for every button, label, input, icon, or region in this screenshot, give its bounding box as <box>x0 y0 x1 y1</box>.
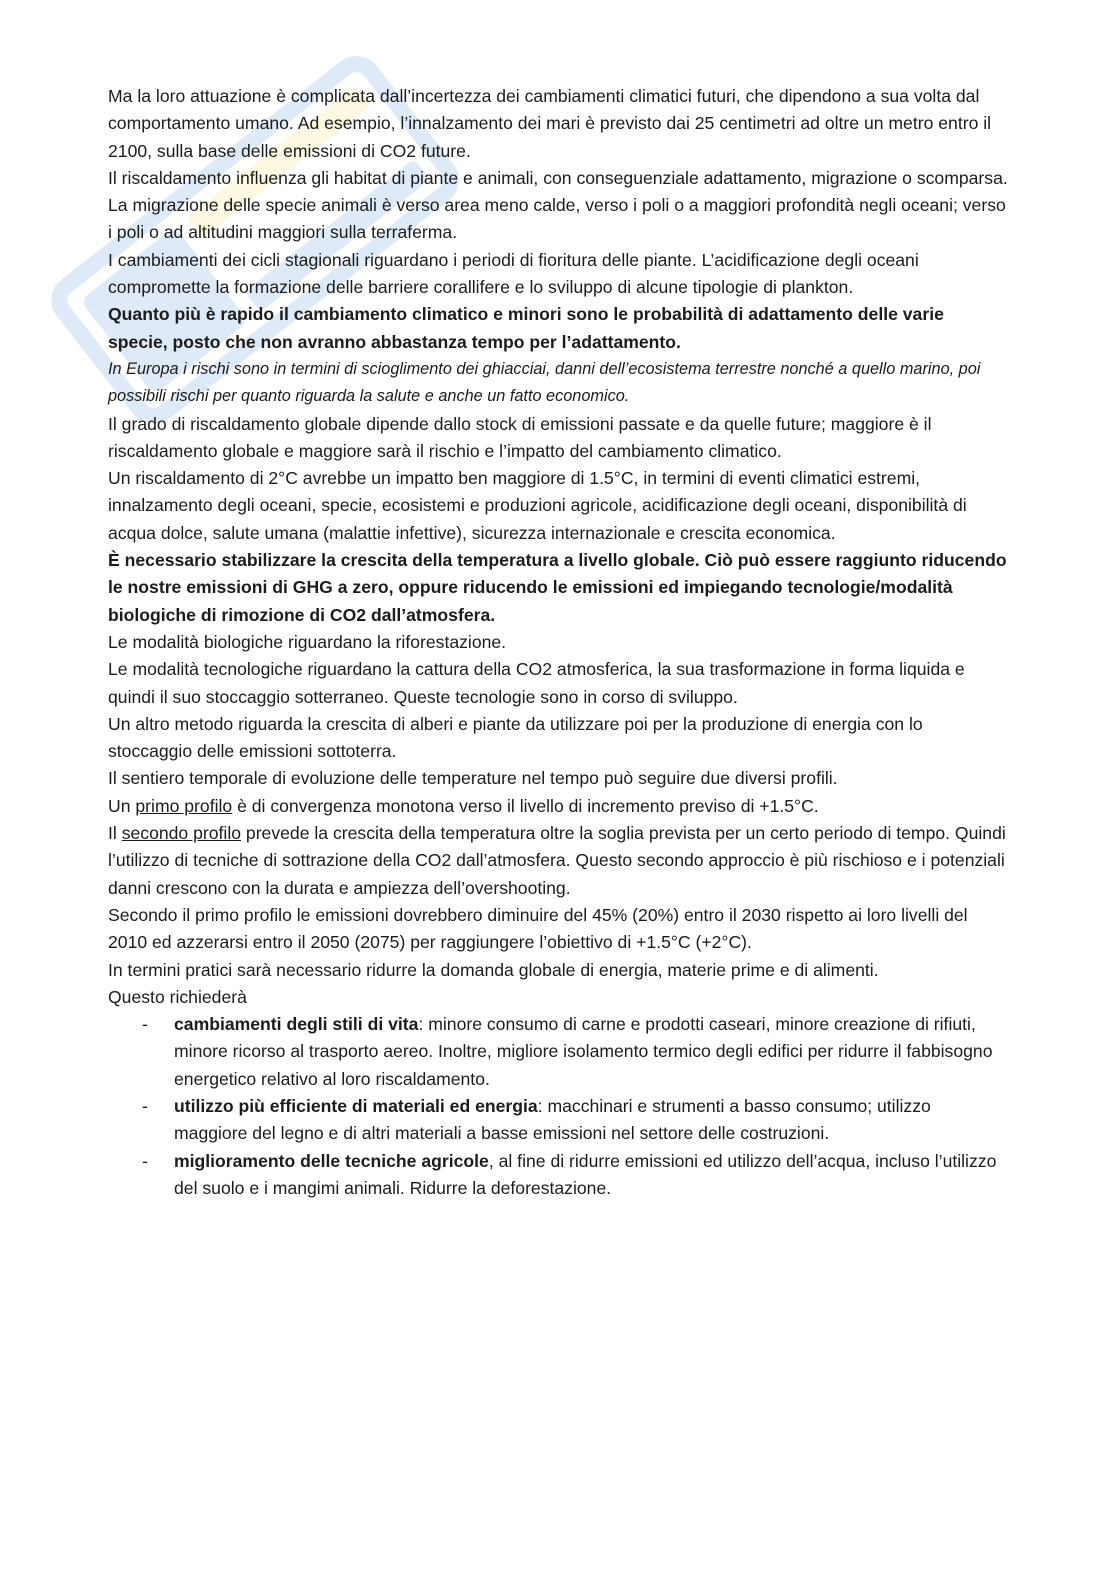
paragraph: Questo richiederà <box>108 986 247 1007</box>
paragraph-primo-profilo <box>108 793 1008 820</box>
paragraph: In termini pratici sarà necessario ridurre la domanda globale di energia, materie prime e di alimenti. <box>108 959 879 980</box>
text-segment: è di convergenza monotona verso il livello di incremento previso di +1.5°C. <box>232 795 819 816</box>
bold-paragraph: Quanto più è rapido il cambiamento climatico e minori sono le probabilità di adattamento delle varie specie, posto che non avranno abbastanza tempo per l’adattamento. <box>108 304 944 352</box>
list-item-heading: cambiamenti degli stili di vita <box>174 1014 419 1035</box>
paragraph: Le modalità biologiche riguardano la riforestazione. <box>108 631 507 652</box>
paragraph: Il sentiero temporale di evoluzione delle temperature nel tempo può seguire due diversi profili. <box>108 768 838 789</box>
paragraph: Secondo il primo profilo le emissioni dovrebbero diminuire del 45% (20%) entro il 2030 rispetto ai loro livelli del 2010 ed azzerarsi entro il 2050 (2075) per raggiungere l’obiettivo di +1.5°C (+2°C). <box>108 904 968 953</box>
underlined-term: secondo profilo <box>121 823 242 844</box>
list-dash: - <box>142 1095 148 1116</box>
underlined-term: primo profilo <box>135 795 233 816</box>
list-item <box>108 1093 1008 1148</box>
list-dash: - <box>142 1014 148 1035</box>
list-item-text: , al fine di ridurre emissioni ed utilizzo dell’acqua, incluso l’utilizzo del suolo e i mangimi animali. Ridurre la deforestazione. <box>174 1150 997 1198</box>
paragraph: Un altro metodo riguarda la crescita di alberi e piante da utilizzare poi per la produzione di energia con lo stoccaggio delle emissioni sottoterra. <box>108 713 923 762</box>
text-segment: Un <box>108 795 136 816</box>
paragraph-secondo-profilo <box>108 820 1008 902</box>
text-segment: Il <box>108 823 122 844</box>
bold-paragraph: È necessario stabilizzare la crescita della temperatura a livello globale. Ciò può essere raggiunto riducendo le nostre emissioni di GHG a zero, oppure riducendo le emissioni ed impiegando tecnologie/modalità biologiche di rimozione di CO2 dall’atmosfera. <box>108 550 1007 625</box>
list-item-heading: miglioramento delle tecniche agricole <box>174 1150 489 1171</box>
paragraph: Il grado di riscaldamento globale dipende dallo stock di emissioni passate e da quelle future; maggiore è il riscaldamento globale e maggiore sarà il rischio e l’impatto del cambiamento climatico. <box>108 413 932 461</box>
list-item-text: : minore consumo di carne e prodotti caseari, minore creazione di rifiuti, minore ricorso al trasporto aereo. Inoltre, migliore isolamento termico degli edifici per ridurre il fabbisogno energetico relativo al loro riscaldamento. <box>174 1014 993 1089</box>
bullet-list <box>108 1011 1008 1202</box>
list-item-text: : macchinari e strumenti a basso consumo; utilizzo maggiore del legno e di altri materiali a basse emissioni nel settore delle costruzioni. <box>174 1095 931 1144</box>
paragraph: Un riscaldamento di 2°C avrebbe un impatto ben maggiore di 1.5°C, in termini di eventi climatici estremi, innalzamento degli oceani, specie, ecosistemi e produzioni agricole, acidificazione degli oceani, disponibilità di acqua dolce, salute umana (malattie infettive), sicurezza internazionale e crescita economica. <box>108 468 967 543</box>
paragraph: Le modalità tecnologiche riguardano la cattura della CO2 atmosferica, la sua trasformazione in forma liquida e quindi il suo stoccaggio sotterraneo. Queste tecnologie sono in corso di sviluppo. <box>108 659 965 707</box>
list-item <box>108 1148 1008 1203</box>
list-item <box>108 1011 1008 1093</box>
paragraph: Il riscaldamento influenza gli habitat di piante e animali, con conseguenziale adattamento, migrazione o scomparsa. <box>108 167 1008 188</box>
paragraph: Ma la loro attuazione è complicata dall’incertezza dei cambiamenti climatici futuri, che dipendono a sua volta dal comportamento umano. Ad esempio, l’innalzamento dei mari è previsto dai 25 centimetri ad oltre un metro entro il 2100, sulla base delle emissioni di CO2 future. <box>108 86 992 161</box>
document-body <box>108 83 1008 1202</box>
paragraph: I cambiamenti dei cicli stagionali riguardano i periodi di fioritura delle piante. L’acidificazione degli oceani compromette la formazione delle barriere corallifere e lo sviluppo di alcune tipologie di plankton. <box>108 249 919 298</box>
paragraph: La migrazione delle specie animali è verso area meno calde, verso i poli o a maggiori profondità negli oceani; verso i poli o ad altitudini maggiori sulla terraferma. <box>108 195 1006 243</box>
list-item-heading: utilizzo più efficiente di materiali ed energia <box>174 1095 538 1116</box>
text-segment: prevede la crescita della temperatura oltre la soglia prevista per un certo periodo di tempo. Quindi l’utilizzo di tecniche di sottrazione della CO2 dall’atmosfera. Questo secondo approccio è più rischioso e i potenziali danni crescono con la durata e ampiezza dell’overshooting. <box>108 823 1006 898</box>
italic-paragraph: In Europa i rischi sono in termini di scioglimento dei ghiacciai, danni dell’ecosistema terrestre nonché a quello marino, poi possibili rischi per quanto riguarda la salute e anche un fatto economico. <box>108 359 981 406</box>
list-dash: - <box>142 1150 148 1171</box>
